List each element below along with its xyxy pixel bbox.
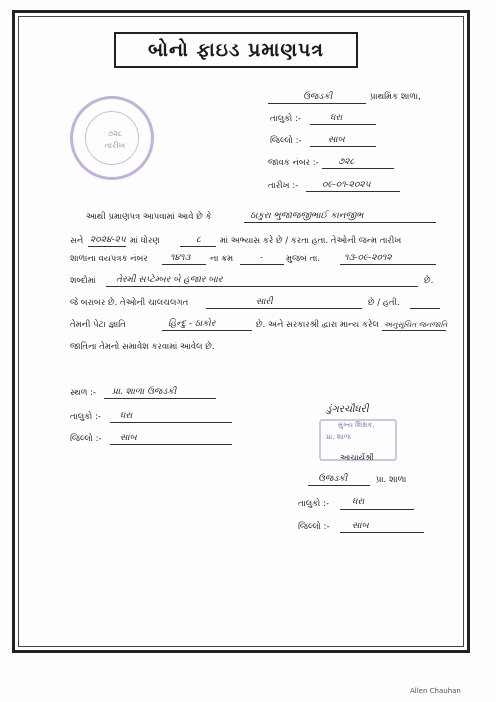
- district-value: સાબ: [328, 135, 345, 145]
- standard-value: ૮: [196, 235, 201, 245]
- school-line: [268, 103, 366, 104]
- footer-district-label: જિલ્લો :-: [298, 522, 330, 532]
- footer-school-value: ઉજડકી: [318, 474, 348, 484]
- conduct-line: [206, 308, 362, 309]
- document-title: બોનો ફાઇડ પ્રમાણપત્ર: [148, 39, 324, 61]
- body-line3-prefix: શાળાના વયપત્રક નંબર: [70, 254, 148, 264]
- standard-line: [180, 246, 216, 247]
- place-line: [104, 398, 216, 399]
- body-line4-suffix: છે.: [424, 276, 434, 286]
- serial-line: [240, 264, 284, 265]
- student-name: ઠાકુરા ભુજાજજીભાઈ કાનજીભ: [250, 211, 364, 221]
- category-value: અનુસૂચિત જનજાતિ: [384, 320, 448, 329]
- principal-signature: ડુંગરચૌધરી: [326, 404, 369, 415]
- birth-date: ૧૩-૦૯-૨૦૧૨: [344, 253, 392, 263]
- district-label: જિલ્લો :-: [270, 136, 302, 146]
- outward-value: ૭૨૮: [338, 157, 355, 167]
- date-label: તારીખ :-: [268, 181, 299, 191]
- date-line: [306, 191, 400, 192]
- district-line: [310, 146, 376, 147]
- subcaste-value: હિન્દુ - ઠાકોર: [168, 319, 216, 329]
- conduct-tail-line: [410, 308, 440, 309]
- outward-line: [322, 168, 394, 169]
- stamp-number: ૭૨૮: [107, 129, 123, 138]
- place-taluka-value: ધરા: [120, 411, 133, 421]
- body-line5-suffix: છે / હતી.: [368, 298, 400, 308]
- body-line4-prefix: શબ્દોમાં: [70, 276, 96, 286]
- body-line3-mid: ના ક્રમ: [210, 254, 234, 264]
- seal-line3: આચાર્યશ્રી: [340, 453, 374, 462]
- body-line1-prefix: આથી પ્રમાણપત્ર આપવામાં આવે છે કે: [86, 212, 212, 222]
- seal-line2: પ્રા. શાળા: [326, 433, 351, 441]
- register-number: ૧૪૧૩: [170, 253, 191, 263]
- place-label: સ્થળ :-: [70, 388, 96, 398]
- birth-date-words: તેરમી સપ્ટેમ્બર બે હજાર બાર: [116, 275, 223, 285]
- body-line3-post: મુજબ તા.: [286, 254, 320, 264]
- footer-district-line: [340, 532, 424, 533]
- year-line: [88, 246, 126, 247]
- body-line7: જાતિના તેમનો સમાવેશ કરવામાં આવેલ છે.: [70, 342, 215, 352]
- subcaste-line: [162, 330, 252, 331]
- footer-school-line: [308, 485, 370, 486]
- taluka-line: [310, 124, 376, 125]
- footer-taluka-line: [340, 509, 414, 510]
- body-line5-prefix: જે બરાબર છે. તેઓની ચાલચલગત: [70, 298, 189, 308]
- body-line6-prefix: તેમની પેટા જ્ઞાતિ: [70, 320, 126, 330]
- birth-words-line: [106, 286, 418, 287]
- school-name-value: ઉજડકી: [303, 92, 333, 102]
- outward-label: જાવક નંબર :-: [268, 158, 319, 168]
- stamp-line2: તારીખ: [104, 141, 126, 150]
- register-line: [162, 264, 206, 265]
- date-value: ૦૯-૦૧-૨૦૨૫: [322, 180, 371, 190]
- place-taluka-line: [110, 422, 232, 423]
- place-district-label: જિલ્લો :-: [70, 434, 102, 444]
- place-district-line: [110, 444, 232, 445]
- taluka-value: ધરા: [330, 113, 343, 123]
- scanner-mark: Allen Chauhan: [410, 687, 461, 695]
- seal-line1: મુખ્ય શિક્ષક,: [338, 421, 375, 429]
- student-name-line: [244, 222, 436, 223]
- office-stamp: [70, 96, 154, 180]
- title-box: [114, 32, 358, 68]
- body-line2-suffix: માં અભ્યાસ કરે છે / કરતા હતા. તેઓની જન્મ તારીખ: [220, 236, 402, 246]
- place-district-value: સાબ: [120, 433, 137, 443]
- footer-taluka-label: તાલુકો :-: [298, 499, 329, 509]
- body-line2-mid: માં ધોરણ: [130, 236, 160, 246]
- footer-taluka-value: ધરા: [352, 497, 365, 507]
- birth-date-line: [340, 264, 436, 265]
- body-line6-mid: છે. અને સરકારશ્રી દ્વારા માન્ય કરેલ: [256, 320, 379, 330]
- serial-value: -: [260, 253, 264, 263]
- academic-year: ૨૦૨૪-૨૫: [90, 235, 126, 245]
- body-line2-prefix: સને: [70, 236, 84, 246]
- school-suffix: પ્રાથમિક શાળા,: [370, 92, 421, 102]
- place-value: પ્રા. શાળા ઉજડકી: [112, 387, 177, 397]
- conduct-value: સારી: [256, 297, 273, 307]
- place-taluka-label: તાલુકો :-: [70, 412, 101, 422]
- taluka-label: તાલુકો :-: [270, 114, 301, 124]
- footer-school-suffix: પ્રા. શાળા: [376, 475, 407, 485]
- footer-district-value: સાબ: [352, 521, 369, 531]
- category-line: [382, 330, 446, 331]
